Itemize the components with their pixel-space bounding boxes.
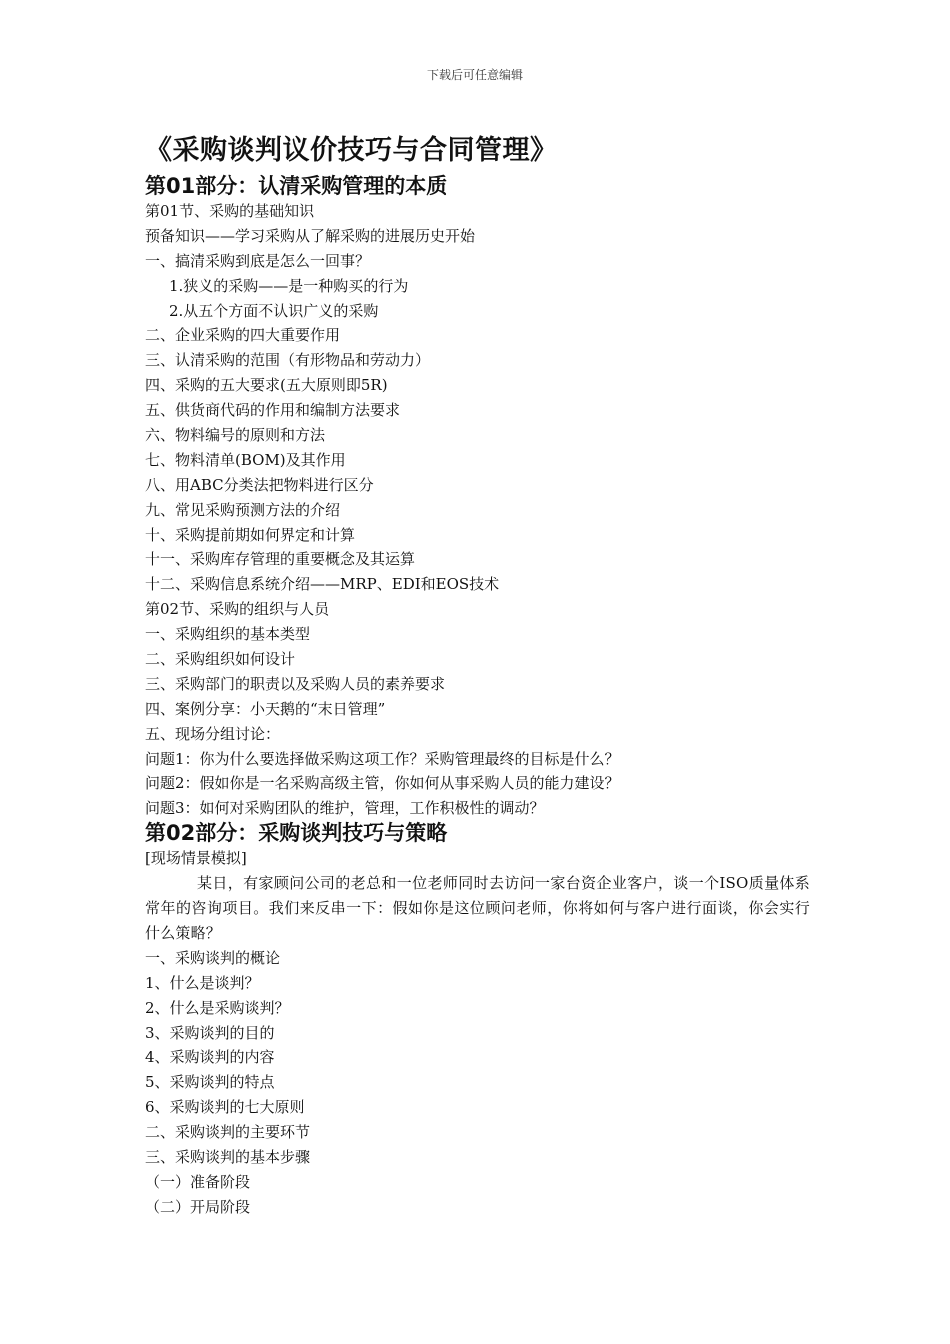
- outline-item: 四、采购的五大要求(五大原则即5R): [145, 376, 388, 395]
- outline-item: 6、采购谈判的七大原则: [145, 1098, 305, 1117]
- outline-item: 二、企业采购的四大重要作用: [145, 326, 341, 345]
- outline-item: （二）开局阶段: [145, 1197, 251, 1216]
- outline-item: 三、采购部门的职责以及采购人员的素养要求: [145, 674, 446, 693]
- document-title: 《采购谈判议价技巧与合同管理》: [145, 135, 558, 166]
- outline-item: （一）准备阶段: [145, 1172, 251, 1191]
- scenario-paragraph: 某日，有家顾问公司的老总和一位老师同时去访问一家台资企业客户，谈一个ISO质量体系常年的咨询项目。我们来反串一下：假如你是这位顾问老师，你将如何与客户进行面谈，你会实行什么策略？: [145, 874, 810, 942]
- outline-item: 六、物料编号的原则和方法: [145, 426, 326, 445]
- outline-item: 三、采购谈判的基本步骤: [145, 1148, 311, 1166]
- outline-item: 4、采购谈判的内容: [145, 1048, 275, 1067]
- outline-item: 七、物料清单(BOM)及其作用: [145, 450, 346, 469]
- outline-item: 3、采购谈判的目的: [145, 1023, 275, 1042]
- outline-item: 二、采购组织如何设计: [145, 650, 296, 669]
- outline-item: 十一、采购库存管理的重要概念及其运算: [145, 550, 416, 569]
- outline-item: 四、案例分享：小天鹅的“末日管理”: [145, 699, 386, 718]
- outline-item: 三、认清采购的范围（有形物品和劳动力）: [145, 351, 431, 370]
- outline-item: 一、采购谈判的概论: [145, 948, 281, 967]
- outline-item: 八、用ABC分类法把物料进行区分: [145, 475, 374, 494]
- document-body: [145, 174, 810, 1220]
- section-line: 一、搞清采购到底是怎么一回事？: [145, 251, 371, 270]
- outline-item: 一、采购组织的基本类型: [145, 625, 311, 644]
- page-header: 下载后可任意编辑: [426, 68, 523, 82]
- question-item: 问题3：如何对采购团队的维护，管理，工作积极性的调动？: [145, 799, 545, 818]
- part2-heading: 第02部分：采购谈判技巧与策略: [145, 821, 448, 846]
- section-line: 第01节、采购的基础知识: [145, 202, 315, 220]
- question-item: 问题2：假如你是一名采购高级主管，你如何从事采购人员的能力建设？: [145, 774, 620, 793]
- outline-item: 九、常见采购预测方法的介绍: [145, 500, 341, 519]
- section-line: 预备知识——学习采购从了解采购的进展历史开始: [145, 226, 476, 245]
- outline-item: 十、采购提前期如何界定和计算: [145, 525, 356, 544]
- outline-item: 5、采购谈判的特点: [145, 1073, 275, 1092]
- outline-item: 五、供货商代码的作用和编制方法要求: [145, 401, 401, 420]
- outline-item: 十二、采购信息系统介绍——MRP、EDI和EOS技术: [145, 575, 500, 594]
- scenario-label: [现场情景模拟]: [145, 849, 247, 868]
- outline-item: 1、什么是谈判？: [145, 973, 260, 992]
- outline-item: 二、采购谈判的主要环节: [145, 1123, 311, 1142]
- outline-item: 2、什么是采购谈判？: [145, 998, 290, 1017]
- outline-item: 五、现场分组讨论：: [145, 724, 281, 743]
- section-line: 第02节、采购的组织与人员: [145, 600, 330, 619]
- sub-item: 1.狭义的采购——是一种购买的行为: [169, 276, 409, 295]
- question-item: 问题1：你为什么要选择做采购这项工作？采购管理最终的目标是什么？: [145, 749, 620, 768]
- part1-heading: 第01部分：认清采购管理的本质: [145, 174, 448, 198]
- sub-item: 2.从五个方面不认识广义的采购: [169, 301, 379, 320]
